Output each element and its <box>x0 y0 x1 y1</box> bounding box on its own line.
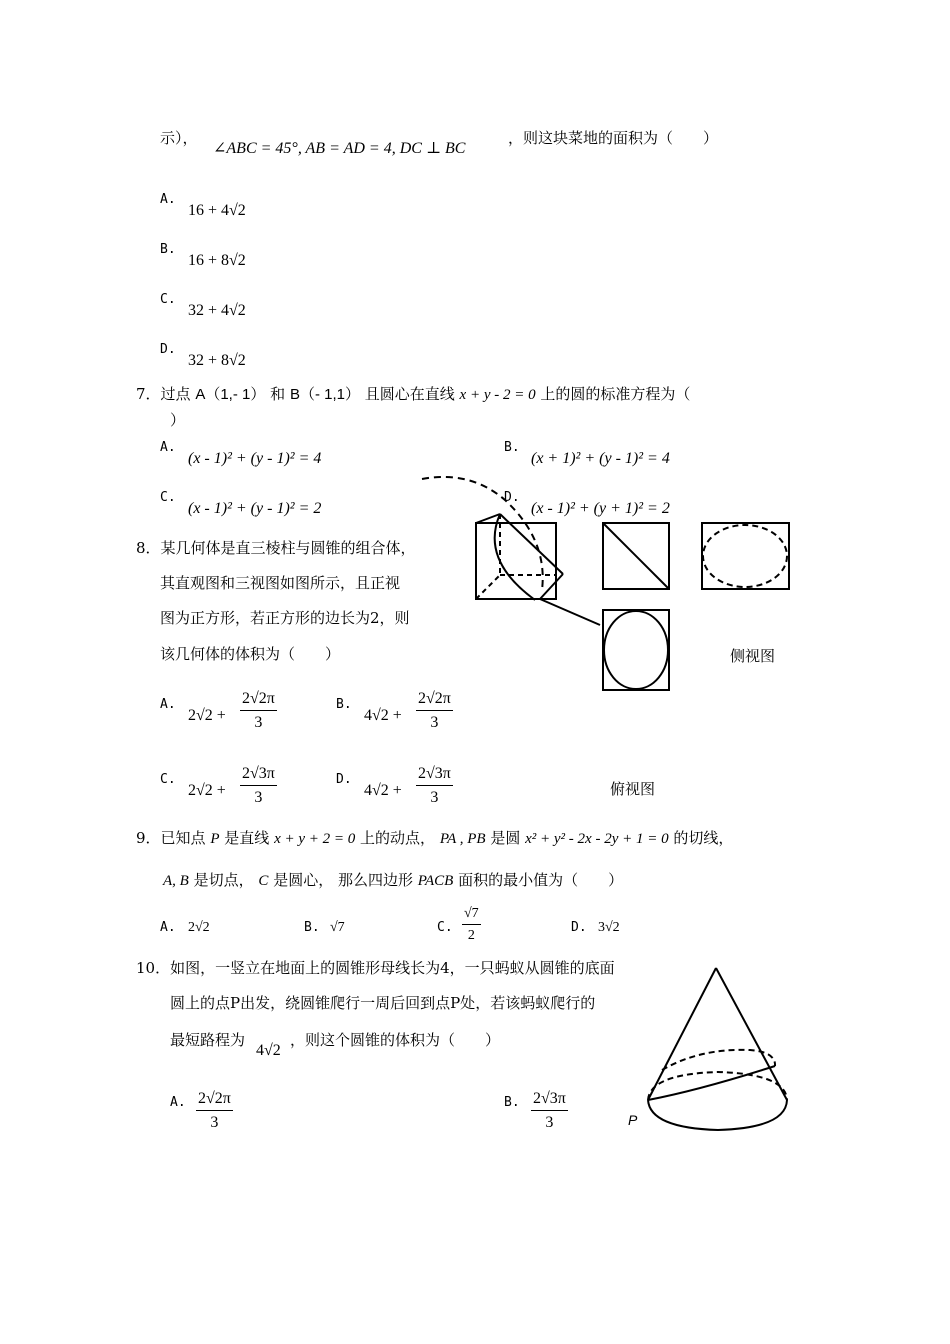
q7-stem-post: 上的圆的标准方程为（ <box>540 385 691 403</box>
q8-line-2: 其直观图和三视图如图所示，且正视 <box>160 574 401 592</box>
q8-line-4: 该几何体的体积为（ ） <box>160 645 341 663</box>
q9-option-c-fraction <box>462 906 481 944</box>
q9-line2-b: 是圆心， 那么四边形 <box>273 871 413 889</box>
q9-line-eq: x + y + 2 = 0 <box>274 831 356 847</box>
q8-option-d-den: 3 <box>430 789 439 806</box>
q6-option-c-value: 32 + 4√2 <box>188 302 246 319</box>
q9-option-d-label: D. <box>571 920 587 935</box>
q9-option-a-label: A. <box>160 920 176 935</box>
q6-option-a-label: A. <box>160 192 176 207</box>
q8-option-c-label: C. <box>160 772 176 787</box>
q10-option-b-den: 3 <box>545 1114 554 1131</box>
q10-option-a-den: 3 <box>210 1114 219 1131</box>
q6-stem-math: ∠ABC = 45°, AB = AD = 4, DC ⊥ BC <box>213 140 466 157</box>
q8-option-d-label: D. <box>336 772 352 787</box>
q8-option-c-num: 2√3π <box>240 765 277 786</box>
q9-line1-pre: 9．已知点 <box>136 829 206 847</box>
q8-option-b-fraction <box>416 690 453 732</box>
q8-option-b-den: 3 <box>430 714 439 731</box>
q10-option-a-num: 2√2π <box>196 1090 233 1111</box>
q7-option-c-value: (x - 1)² + (y - 1)² = 2 <box>188 500 322 517</box>
q9-option-c-den: 2 <box>467 928 475 943</box>
q9-line1-c: 是圆 <box>490 829 521 847</box>
q9-option-c-label: C. <box>437 920 453 935</box>
q8-option-a-label: A. <box>160 697 176 712</box>
q7-option-a-value: (x - 1)² + (y - 1)² = 4 <box>188 450 322 467</box>
q10-line-3 <box>170 1030 245 1050</box>
q7-option-d-label: D. <box>504 490 520 505</box>
q9-line-2 <box>163 870 623 891</box>
q7-option-a-label: A. <box>160 440 176 455</box>
q9-circle-eq: x² + y² - 2x - 2y + 1 = 0 <box>525 831 669 847</box>
q6-option-d-value: 32 + 8√2 <box>188 352 246 369</box>
q9-option-d-value: 3√2 <box>598 920 620 935</box>
q7-point-b: B（- 1,1） <box>289 386 360 403</box>
q6-option-b-value: 16 + 8√2 <box>188 252 246 269</box>
q10-option-b-fraction <box>531 1090 568 1132</box>
q8-option-c-fraction <box>240 765 277 807</box>
q9-tangents: PA , PB <box>439 831 486 847</box>
q8-option-d-fraction <box>416 765 453 807</box>
q8-option-c-den: 3 <box>254 789 263 806</box>
q8-option-b-whole: 4√2 + <box>364 707 402 724</box>
q8-option-a-fraction <box>240 690 277 732</box>
q7-line-eq: x + y - 2 = 0 <box>459 387 536 403</box>
q6-option-c-label: C. <box>160 292 176 307</box>
q9-line1-d: 的切线， <box>673 829 734 847</box>
q9-option-b-label: B. <box>304 920 320 935</box>
q9-option-c-num: √7 <box>462 906 481 925</box>
q8-option-c-whole: 2√2 + <box>188 782 226 799</box>
q7-stem-pre: 7．过点 <box>136 385 191 403</box>
q9-line1-a: 是直线 <box>224 829 270 847</box>
q9-option-b-value: √7 <box>330 920 345 935</box>
q9-point-p: P <box>210 831 220 847</box>
q8-option-b-label: B. <box>336 697 352 712</box>
q9-line1-b: 上的动点， <box>360 829 436 847</box>
q7-option-b-value: (x + 1)² + (y - 1)² = 4 <box>531 450 670 467</box>
q7-stem <box>136 384 690 405</box>
q7-option-b-label: B. <box>504 440 520 455</box>
q10-path-value: 4√2 <box>256 1042 281 1059</box>
q7-stem-end: ） <box>170 411 186 429</box>
q9-point-c: C <box>258 873 269 889</box>
q7-and: 和 <box>270 385 286 403</box>
q8-top-view-caption: 俯视图 <box>610 780 656 798</box>
q8-line-1: 8．某几何体是直三棱柱与圆锥的组合体， <box>136 539 416 557</box>
q7-stem-mid: 且圆心在直线 <box>364 385 455 403</box>
q10-line3-post: ，则这个圆锥的体积为（ ） <box>290 1031 501 1049</box>
q10-figure-label-p: P <box>628 1112 638 1128</box>
q8-top-view <box>603 610 669 690</box>
q6-option-a-value: 16 + 4√2 <box>188 202 246 219</box>
q8-line-3: 图为正方形，若正方形的边长为2，则 <box>160 609 410 627</box>
q8-option-d-whole: 4√2 + <box>364 782 402 799</box>
q8-option-a-num: 2√2π <box>240 690 277 711</box>
q10-option-b-num: 2√3π <box>531 1090 568 1111</box>
q6-option-b-label: B. <box>160 242 176 257</box>
q8-option-a-whole: 2√2 + <box>188 707 226 724</box>
q8-option-a-den: 3 <box>254 714 263 731</box>
q10-option-a-label: A. <box>170 1095 186 1110</box>
q6-option-d-label: D. <box>160 342 176 357</box>
q10-line-2: 圆上的点P出发，绕圆锥爬行一周后回到点P处，若该蚂蚁爬行的 <box>170 994 596 1012</box>
q9-line2-a: 是切点， <box>193 871 254 889</box>
q9-line2-d: 面积的最小值为（ ） <box>458 871 624 889</box>
q7-option-c-label: C. <box>160 490 176 505</box>
q8-front-view <box>603 523 669 589</box>
q6-stem-pre: 示）， <box>160 129 198 147</box>
q9-line-1 <box>136 828 733 849</box>
q10-line3-pre: 最短路程为 <box>170 1031 246 1049</box>
q9-quad: PACB <box>417 873 454 889</box>
q9-option-a-value: 2√2 <box>188 920 210 935</box>
q8-side-view-caption: 侧视图 <box>730 647 776 665</box>
q8-option-b-num: 2√2π <box>416 690 453 711</box>
q10-option-b-label: B. <box>504 1095 520 1110</box>
q10-option-a-fraction <box>196 1090 233 1132</box>
q8-side-view <box>702 523 789 589</box>
q7-option-d-value: (x - 1)² + (y + 1)² = 2 <box>531 500 670 517</box>
q7-point-a: A（1,- 1） <box>195 386 266 403</box>
q10-line-1: 10．如图，一竖立在地面上的圆锥形母线长为4，一只蚂蚁从圆锥的底面 <box>136 959 615 977</box>
q8-option-d-num: 2√3π <box>416 765 453 786</box>
q6-stem-post: ，则这块菜地的面积为（ ） <box>508 129 719 147</box>
q9-points-ab: A, B <box>163 873 189 889</box>
